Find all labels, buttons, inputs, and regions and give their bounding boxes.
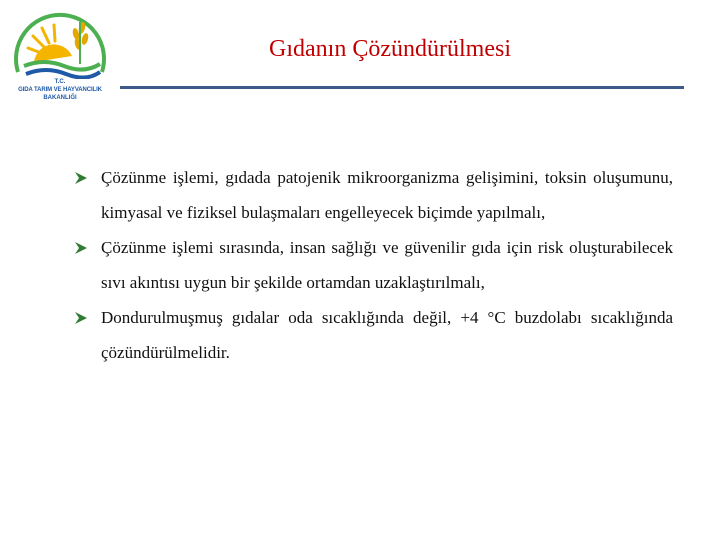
ministry-logo xyxy=(4,4,116,112)
logo-emblem-icon xyxy=(4,4,116,79)
bullet-text: Dondurulmuşmuş gıdalar oda sıcaklığında değil, +4 °C buzdolabı sıcaklığında çözündürülmelidir. xyxy=(101,308,673,362)
logo-ministry-line-1: GIDA TARIM VE HAYVANCILIK xyxy=(18,87,102,93)
logo-ministry-line-2: BAKANLIĞI xyxy=(43,95,77,101)
bullet-item xyxy=(73,230,673,300)
page-title: Gıdanın Çözündürülmesi xyxy=(269,36,511,62)
bullet-text: Çözünme işlemi sırasında, insan sağlığı ve güvenilir gıda için risk oluşturabilecek sıvı akıntısı uygun bir şekilde ortamdan uzaklaştırılmalı, xyxy=(101,238,673,292)
bullet-item xyxy=(73,160,673,230)
bullet-list xyxy=(73,160,673,370)
bullet-item xyxy=(73,300,673,370)
arrow-bullet-icon xyxy=(73,170,89,186)
logo-tc-text: T.C. xyxy=(54,79,66,85)
bullet-text: Çözünme işlemi, gıdada patojenik mikroorganizma gelişimini, toksin oluşumunu, kimyasal ve fiziksel bulaşmaları engelleyecek biçimde yapılmalı, xyxy=(101,168,673,222)
header-divider xyxy=(120,86,684,89)
arrow-bullet-icon xyxy=(73,240,89,256)
arrow-bullet-icon xyxy=(73,310,89,326)
